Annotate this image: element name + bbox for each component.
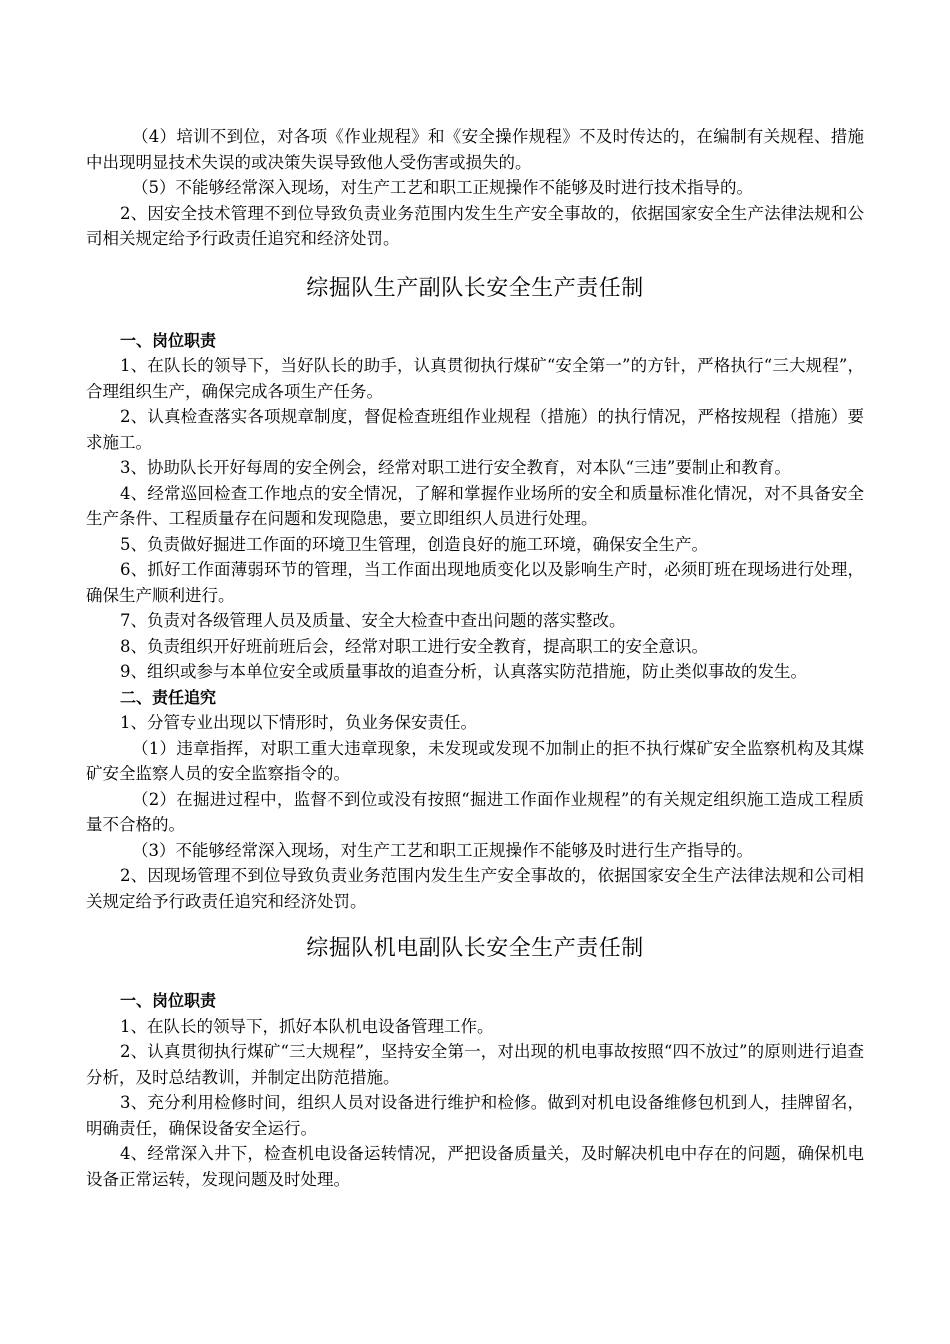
section-title-production-deputy: 综掘队生产副队长安全生产责任制 xyxy=(306,275,644,301)
section-heading-liability: 二、责任追究 xyxy=(120,687,217,707)
paragraph: 7、负责对各级管理人员及质量、安全大检查中查出问题的落实整改。 xyxy=(120,611,626,630)
paragraph: 1、分管专业出现以下情形时，负业务保安责任。 xyxy=(120,713,477,732)
paragraph: （2）在掘进过程中，监督不到位或没有按照“掘进工作面作业规程”的有关规定组织施工造成工程质量不合格的。 xyxy=(86,789,864,834)
paragraph: 3、充分利用检修时间，组织人员对设备进行维护和检修。做到对机电设备维修包机到人，挂牌留名，明确责任，确保设备安全运行。 xyxy=(86,1093,864,1138)
paragraph: 1、在队长的领导下，抓好本队机电设备管理工作。 xyxy=(120,1016,494,1036)
paragraph: 9、组织或参与本单位安全或质量事故的追查分析，认真落实防范措施，防止类似事故的发生。 xyxy=(120,662,807,681)
section-heading-duties: 一、岗位职责 xyxy=(120,330,217,350)
section-heading-duties: 一、岗位职责 xyxy=(120,991,217,1010)
paragraph: 2、因现场管理不到位导致负责业务范围内发生生产安全事故的，依据国家安全生产法律法规和公司相关规定给予行政责任追究和经济处罚。 xyxy=(86,866,864,911)
paragraph: 1、在队长的领导下，当好队长的助手，认真贯彻执行煤矿“安全第一”的方针，严格执行“三大规程”，合理组织生产，确保完成各项生产任务。 xyxy=(86,356,864,401)
paragraph: 2、认真检查落实各项规章制度，督促检查班组作业规程（措施）的执行情况，严格按规程（措施）要求施工。 xyxy=(86,407,864,452)
paragraph: （1）违章指挥，对职工重大违章现象，未发现或发现不加制止的拒不执行煤矿安全监察机构及其煤矿安全监察人员的安全监察指令的。 xyxy=(86,738,864,783)
section-title-electromechanical-deputy: 综掘队机电副队长安全生产责任制 xyxy=(306,936,644,961)
paragraph: 5、负责做好掘进工作面的环境卫生管理，创造良好的施工环境，确保安全生产。 xyxy=(120,534,708,554)
paragraph: 2、认真贯彻执行煤矿“三大规程”，坚持安全第一，对出现的机电事故按照“四不放过”的原则进行追查分析，及时总结教训，并制定出防范措施。 xyxy=(86,1042,864,1087)
paragraph: 4、经常巡回检查工作地点的安全情况，了解和掌握作业场所的安全和质量标准化情况，对不具备安全生产条件、工程质量存在问题和发现隐患，要立即组织人员进行处理。 xyxy=(86,483,864,528)
paragraph: （5）不能够经常深入现场，对生产工艺和职工正规操作不能够及时进行技术指导的。 xyxy=(132,178,753,197)
paragraph: 4、经常深入井下，检查机电设备运转情况，严把设备质量关，及时解决机电中存在的问题，确保机电设备正常运转，发现问题及时处理。 xyxy=(86,1144,864,1189)
document-content xyxy=(86,124,864,1192)
paragraph: 6、抓好工作面薄弱环节的管理，当工作面出现地质变化以及影响生产时，必须盯班在现场进行处理，确保生产顺利进行。 xyxy=(86,560,864,605)
paragraph: 2、因安全技术管理不到位导致负责业务范围内发生生产安全事故的，依据国家安全生产法律法规和公司相关规定给予行政责任追究和经济处罚。 xyxy=(86,203,864,248)
paragraph: 3、协助队长开好每周的安全例会，经常对职工进行安全教育，对本队“三违”要制止和教育。 xyxy=(120,458,791,477)
paragraph: 8、负责组织开好班前班后会，经常对职工进行安全教育，提高职工的安全意识。 xyxy=(120,636,708,656)
paragraph: （4）培训不到位，对各项《作业规程》和《安全操作规程》不及时传达的，在编制有关规程、措施中出现明显技术失误的或决策失误导致他人受伤害或损失的。 xyxy=(86,127,864,172)
paragraph: （3）不能够经常深入现场，对生产工艺和职工正规操作不能够及时进行生产指导的。 xyxy=(132,840,753,860)
